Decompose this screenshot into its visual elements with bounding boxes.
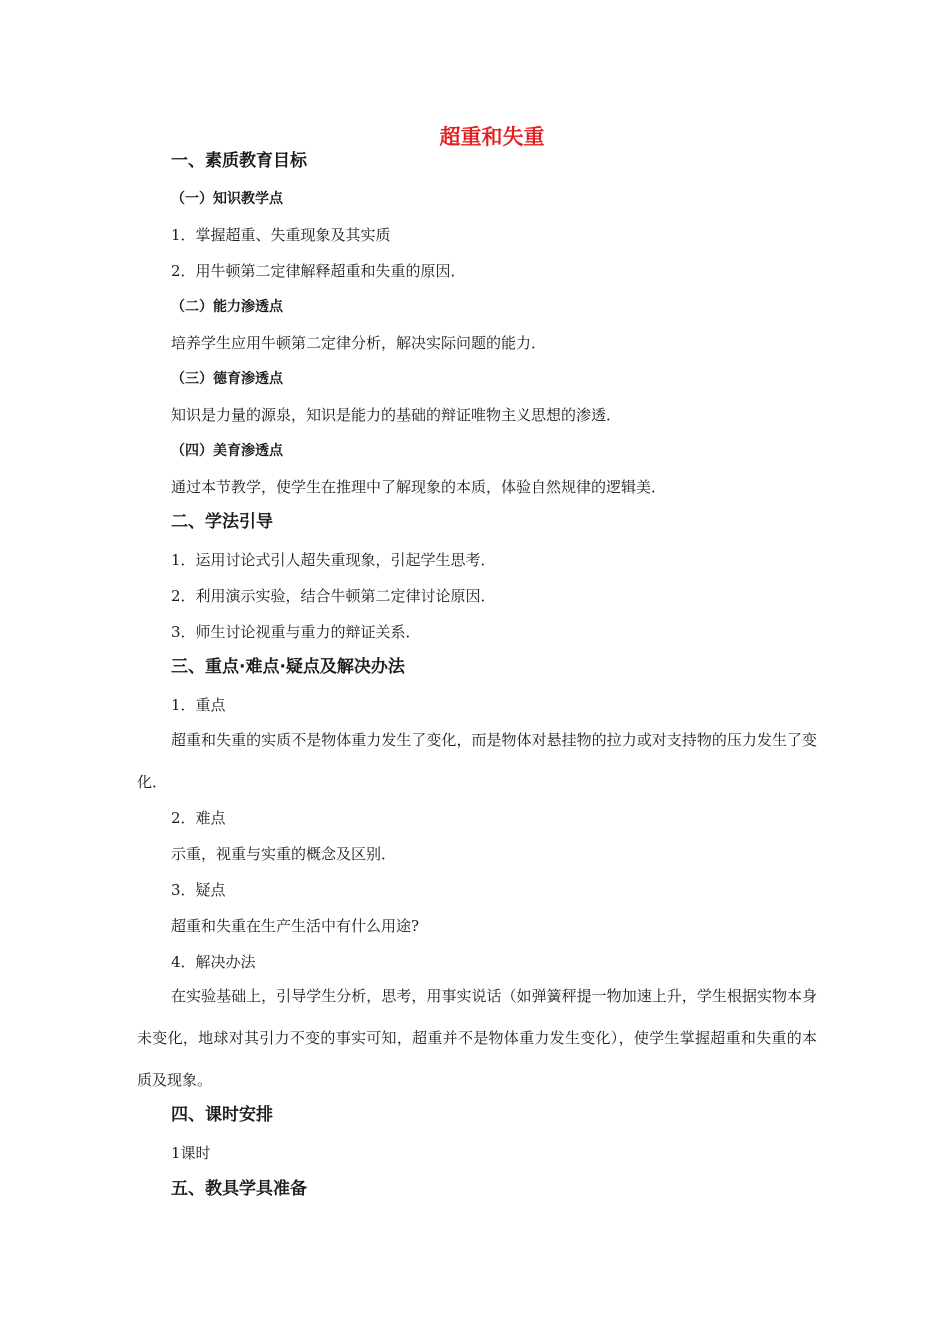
paragraph: 知识是力量的源泉，知识是能力的基础的辩证唯物主义思想的渗透． <box>171 406 622 424</box>
section-heading: 三、重点·难点·疑点及解决办法 <box>171 657 405 677</box>
list-item: 1．运用讨论式引人超失重现象，引起学生思考． <box>171 551 496 569</box>
list-item: 3．疑点 <box>171 881 226 899</box>
paragraph: 培养学生应用牛顿第二定律分析，解决实际问题的能力． <box>171 334 547 352</box>
section-heading: 二、学法引导 <box>171 512 273 532</box>
paragraph: 通过本节教学，使学生在推理中了解现象的本质，体验自然规律的逻辑美． <box>171 478 667 496</box>
paragraph: 在实验基础上，引导学生分析，思考，用事实说话（如弹簧秤提一物加速上升，学生根据实物本身未变化，地球对其引力不变的事实可知，超重并不是物体重力发生变化），使学生掌握超重和失重的本质及现象。 <box>137 987 817 1089</box>
subsection-heading: （三）德育渗透点 <box>171 371 283 387</box>
paragraph: 超重和失重在生产生活中有什么用途? <box>171 917 420 935</box>
section-heading: 四、课时安排 <box>171 1105 273 1125</box>
subsection-heading: （二）能力渗透点 <box>171 299 283 315</box>
section-heading: 一、素质教育目标 <box>171 151 307 171</box>
page-title: 超重和失重 <box>439 125 545 149</box>
list-item: 1．重点 <box>171 696 226 714</box>
section-heading: 五、教具学具准备 <box>171 1179 307 1199</box>
list-item: 4．解决办法 <box>171 953 256 971</box>
paragraph: 超重和失重的实质不是物体重力发生了变化，而是物体对悬挂物的拉力或对支持物的压力发生了变化． <box>137 731 817 791</box>
paragraph: 1课时 <box>171 1144 211 1162</box>
list-item: 1．掌握超重、失重现象及其实质 <box>171 226 391 244</box>
list-item: 2．利用演示实验，结合牛顿第二定律讨论原因． <box>171 587 496 605</box>
paragraph: 示重，视重与实重的概念及区别． <box>171 845 397 863</box>
subsection-heading: （一）知识教学点 <box>171 191 283 207</box>
list-item: 3．师生讨论视重与重力的辩证关系． <box>171 623 421 641</box>
list-item: 2．用牛顿第二定律解释超重和失重的原因． <box>171 262 466 280</box>
list-item: 2．难点 <box>171 809 226 827</box>
subsection-heading: （四）美育渗透点 <box>171 443 283 459</box>
